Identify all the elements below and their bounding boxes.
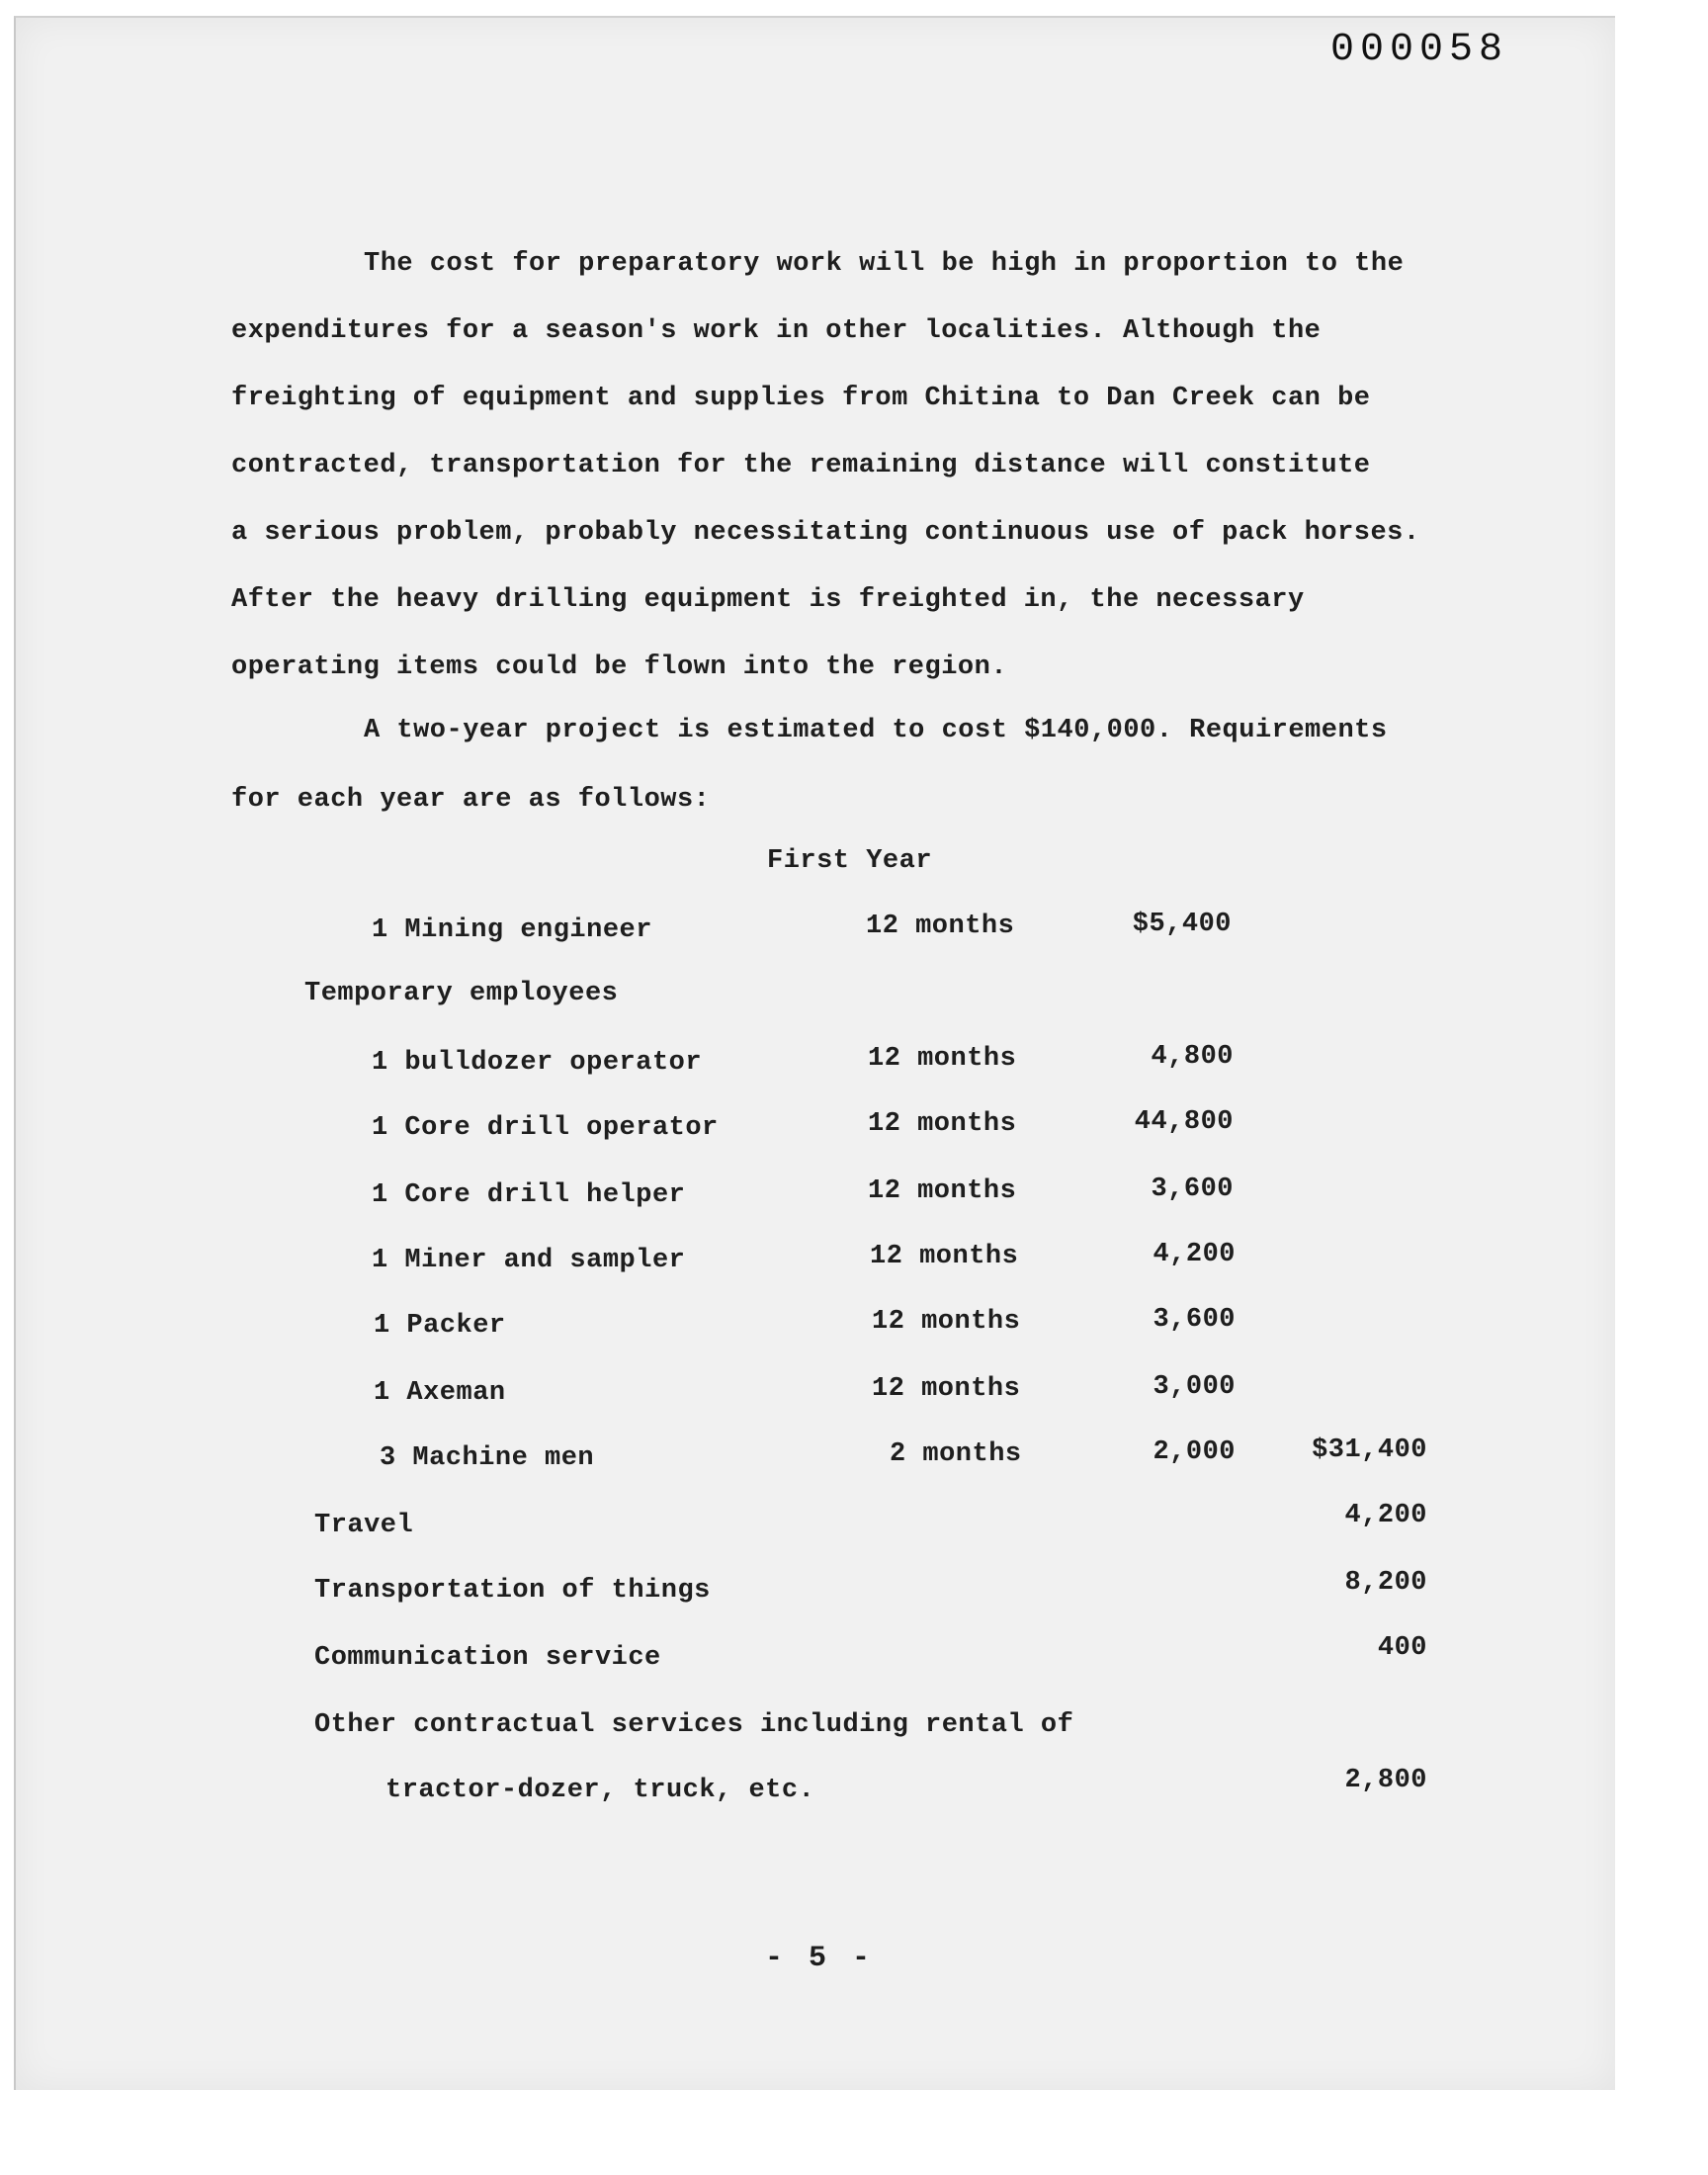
document-stamp-number: 000058 [1330, 28, 1509, 72]
line-item-label: Communication service [314, 1643, 661, 1673]
line-item-total: 8,200 [1344, 1568, 1427, 1598]
line-item-period: 2 months [890, 1439, 1022, 1469]
line-item-label: 1 Packer [374, 1311, 506, 1341]
line-item-period: 12 months [872, 1307, 1021, 1337]
line-item-amount: 4,800 [1151, 1042, 1234, 1072]
line-item-period: 12 months [870, 1242, 1019, 1271]
line-item-total: 4,200 [1344, 1501, 1427, 1530]
line-item-label: 1 Core drill helper [372, 1180, 686, 1210]
paragraph-line: A two-year project is estimated to cost $140,000. Requirements [364, 716, 1388, 745]
line-item-period: 12 months [872, 1374, 1021, 1404]
line-item-label: 3 Machine men [380, 1443, 595, 1473]
line-item-label: 1 Miner and sampler [372, 1246, 686, 1275]
subheading: Temporary employees [304, 979, 619, 1008]
line-item-amount: 3,600 [1153, 1305, 1236, 1335]
line-item-period: 12 months [866, 912, 1015, 941]
page-number: - 5 - [765, 1942, 875, 1975]
line-item-amount: 44,800 [1134, 1107, 1234, 1137]
paragraph-line: contracted, transportation for the remaining distance will constitute [231, 451, 1371, 480]
line-item-amount: $5,400 [1132, 910, 1232, 939]
line-item-label: 1 Axeman [374, 1378, 506, 1408]
line-item-amount: 3,000 [1153, 1372, 1236, 1402]
line-item-total: 400 [1377, 1633, 1427, 1663]
line-item-label: 1 Core drill operator [372, 1113, 719, 1143]
line-item-amount: 3,600 [1151, 1174, 1234, 1204]
section-heading: First Year [767, 846, 933, 876]
line-item-total: 2,800 [1344, 1766, 1427, 1795]
line-item-amount: 2,000 [1153, 1437, 1236, 1467]
line-item-label: 1 bulldozer operator [372, 1048, 703, 1078]
line-item-label: Travel [314, 1511, 414, 1540]
paragraph-line: freighting of equipment and supplies from Chitina to Dan Creek can be [231, 384, 1371, 413]
subtotal-amount: $31,400 [1312, 1436, 1427, 1465]
line-item-label: 1 Mining engineer [372, 915, 652, 945]
paragraph-line: After the heavy drilling equipment is freighted in, the necessary [231, 585, 1305, 615]
paragraph-line: a serious problem, probably necessitating continuous use of pack horses. [231, 518, 1420, 548]
line-item-amount: 4,200 [1153, 1240, 1236, 1269]
line-item-period: 12 months [868, 1109, 1017, 1139]
paragraph-line: The cost for preparatory work will be high in proportion to the [364, 249, 1405, 279]
paragraph-line: operating items could be flown into the region. [231, 652, 1008, 682]
paragraph-line: for each year are as follows: [231, 785, 711, 815]
line-item-label: Transportation of things [314, 1576, 711, 1606]
line-item-label: Other contractual services including rental of [314, 1710, 1074, 1740]
line-item-period: 12 months [868, 1044, 1017, 1074]
line-item-label: tractor-dozer, truck, etc. [385, 1776, 815, 1805]
document-page [14, 16, 1615, 2090]
paragraph-line: expenditures for a season's work in other localities. Although the [231, 316, 1322, 346]
line-item-period: 12 months [868, 1176, 1017, 1206]
